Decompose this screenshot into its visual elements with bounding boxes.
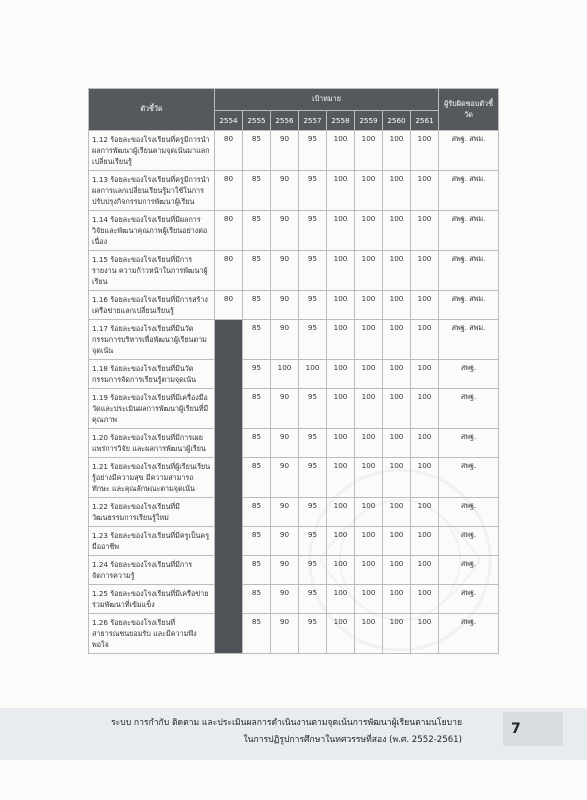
year-header: 2557 xyxy=(299,111,327,131)
target-value-cell: 95 xyxy=(299,429,327,458)
target-value-cell: 100 xyxy=(383,498,411,527)
target-value-cell: 100 xyxy=(411,251,439,291)
target-value-cell: 90 xyxy=(271,614,299,654)
year-header: 2556 xyxy=(271,111,299,131)
target-value-cell: 95 xyxy=(299,527,327,556)
target-value-cell: 100 xyxy=(327,614,355,654)
target-value-cell: 95 xyxy=(299,251,327,291)
responsible-cell: สพฐ. xyxy=(439,389,499,429)
indicator-cell: 1.16 ร้อยละของโรงเรียนที่มีการสร้างเครือข่ายแลกเปลี่ยนเรียนรู้ xyxy=(89,291,215,320)
target-value-cell: 95 xyxy=(299,614,327,654)
target-value-cell: 100 xyxy=(383,131,411,171)
target-value-cell: 90 xyxy=(271,556,299,585)
target-value-cell: 100 xyxy=(327,251,355,291)
target-value-cell: 100 xyxy=(355,291,383,320)
target-value-cell: 100 xyxy=(327,458,355,498)
target-value-cell: 85 xyxy=(243,498,271,527)
target-value-cell: 100 xyxy=(327,131,355,171)
target-value-cell: 80 xyxy=(215,251,243,291)
target-value-cell: 100 xyxy=(355,527,383,556)
target-value-cell: 100 xyxy=(383,527,411,556)
responsible-cell: สพฐ. xyxy=(439,556,499,585)
target-value-cell: 85 xyxy=(243,556,271,585)
target-value-cell: 100 xyxy=(383,251,411,291)
table-row xyxy=(89,320,499,360)
header-indicator: ตัวชี้วัด xyxy=(89,89,215,131)
target-value-cell: 100 xyxy=(411,360,439,389)
target-value-cell: 100 xyxy=(383,389,411,429)
target-value-cell: 80 xyxy=(215,131,243,171)
target-value-cell: 100 xyxy=(355,360,383,389)
target-value-cell: 100 xyxy=(355,211,383,251)
table-row xyxy=(89,585,499,614)
target-value-cell: 90 xyxy=(271,585,299,614)
target-value-cell: 100 xyxy=(383,556,411,585)
target-value-cell: 95 xyxy=(299,585,327,614)
responsible-cell: สพฐ. xyxy=(439,614,499,654)
table-row xyxy=(89,171,499,211)
footer-line-2: ในการปฏิรูปการศึกษาในทศวรรษที่สอง (พ.ศ. 2552-2561) xyxy=(243,735,462,745)
target-value-cell: 100 xyxy=(355,556,383,585)
target-value-cell: 100 xyxy=(411,556,439,585)
responsible-cell: สพฐ. สพม. xyxy=(439,211,499,251)
target-value-cell: 100 xyxy=(383,458,411,498)
indicator-cell: 1.19 ร้อยละของโรงเรียนที่มีเครื่องมือวัดและประเมินผลการพัฒนาผู้เรียนที่มีคุณภาพ xyxy=(89,389,215,429)
target-value-cell: 100 xyxy=(327,556,355,585)
target-value-cell: 85 xyxy=(243,429,271,458)
target-value-cell: 85 xyxy=(243,527,271,556)
year-header: 2555 xyxy=(243,111,271,131)
target-value-cell: 100 xyxy=(411,320,439,360)
indicator-cell: 1.13 ร้อยละของโรงเรียนที่ครูมีการนำผลการแลกเปลี่ยนเรียนรู้มาใช้ในการปรับปรุงกิจกรรมการพัฒนาผู้เรียน xyxy=(89,171,215,211)
target-value-cell: 100 xyxy=(411,429,439,458)
target-value-cell: 80 xyxy=(215,211,243,251)
indicator-cell: 1.25 ร้อยละของโรงเรียนที่มีเครือข่ายร่วมพัฒนาที่เข้มแข็ง xyxy=(89,585,215,614)
indicator-cell: 1.12 ร้อยละของโรงเรียนที่ครูมีการนำผลการพัฒนาผู้เรียนตามจุดเน้นมาแลกเปลี่ยนเรียนรู้ xyxy=(89,131,215,171)
target-value-cell: 100 xyxy=(411,458,439,498)
target-value-cell: 85 xyxy=(243,171,271,211)
footer-caption xyxy=(111,715,462,749)
table-row xyxy=(89,614,499,654)
target-value-cell: 85 xyxy=(243,585,271,614)
target-value-cell: 80 xyxy=(215,171,243,211)
target-value-cell: 100 xyxy=(411,498,439,527)
table-row xyxy=(89,429,499,458)
target-value-cell: 100 xyxy=(411,389,439,429)
target-value-cell: 100 xyxy=(383,360,411,389)
target-value-cell: 100 xyxy=(327,211,355,251)
year-header: 2554 xyxy=(215,111,243,131)
target-value-cell: 100 xyxy=(355,251,383,291)
target-value-cell: 100 xyxy=(383,211,411,251)
target-value-cell: 90 xyxy=(271,211,299,251)
header-responsible: ผู้รับผิดชอบตัวชี้วัด xyxy=(439,89,499,131)
target-value-cell: 100 xyxy=(355,171,383,211)
target-value-cell: 100 xyxy=(327,498,355,527)
target-value-cell: 100 xyxy=(327,171,355,211)
target-value-cell: 90 xyxy=(271,320,299,360)
target-value-cell: 100 xyxy=(355,389,383,429)
table-row xyxy=(89,291,499,320)
responsible-cell: สพฐ. สพม. xyxy=(439,251,499,291)
indicator-cell: 1.14 ร้อยละของโรงเรียนที่มีผลการวิจัยและพัฒนาคุณภาพผู้เรียนอย่างต่อเนื่อง xyxy=(89,211,215,251)
target-value-cell: 95 xyxy=(299,171,327,211)
target-value-cell: 100 xyxy=(383,429,411,458)
year-header: 2560 xyxy=(383,111,411,131)
target-value-cell: 100 xyxy=(355,131,383,171)
target-value-cell: 90 xyxy=(271,251,299,291)
target-value-cell: 95 xyxy=(299,498,327,527)
responsible-cell: สพฐ. สพม. xyxy=(439,131,499,171)
target-value-cell: 85 xyxy=(243,251,271,291)
target-value-cell: 100 xyxy=(327,429,355,458)
year-header: 2561 xyxy=(411,111,439,131)
target-value-cell: 95 xyxy=(299,131,327,171)
responsible-cell: สพฐ. xyxy=(439,360,499,389)
inactive-year-cell xyxy=(215,320,243,654)
table-row xyxy=(89,131,499,171)
target-value-cell: 95 xyxy=(299,320,327,360)
target-value-cell: 90 xyxy=(271,429,299,458)
target-value-cell: 100 xyxy=(355,498,383,527)
target-value-cell: 100 xyxy=(411,527,439,556)
target-value-cell: 95 xyxy=(299,389,327,429)
target-value-cell: 85 xyxy=(243,211,271,251)
target-value-cell: 100 xyxy=(411,131,439,171)
target-value-cell: 85 xyxy=(243,458,271,498)
indicator-cell: 1.18 ร้อยละของโรงเรียนที่มีนวัตกรรมการจัดการเรียนรู้ตามจุดเน้น xyxy=(89,360,215,389)
footer-line-1: ระบบ การกำกับ ติดตาม และประเมินผลการดำเนินงานตามจุดเน้นการพัฒนาผู้เรียนตามนโยบาย xyxy=(111,718,462,728)
target-value-cell: 100 xyxy=(271,360,299,389)
indicator-cell: 1.20 ร้อยละของโรงเรียนที่มีการเผยแพร่การวิจัย และผลการพัฒนาผู้เรียน xyxy=(89,429,215,458)
indicator-cell: 1.22 ร้อยละของโรงเรียนที่มีวัฒนธรรมการเรียนรู้ใหม่ xyxy=(89,498,215,527)
target-value-cell: 100 xyxy=(355,429,383,458)
indicator-cell: 1.21 ร้อยละของโรงเรียนที่ผู้เรียนเรียนรู้อย่างมีความสุข มีความสามารถ ทักษะ และคุณลักษณะตามจุดเน้น xyxy=(89,458,215,498)
target-value-cell: 100 xyxy=(327,585,355,614)
indicator-cell: 1.17 ร้อยละของโรงเรียนที่มีนวัตกรรมการบริหารเพื่อพัฒนาผู้เรียนตามจุดเน้น xyxy=(89,320,215,360)
target-value-cell: 85 xyxy=(243,614,271,654)
indicator-cell: 1.23 ร้อยละของโรงเรียนที่มีครูเป็นครูมืออาชีพ xyxy=(89,527,215,556)
target-value-cell: 90 xyxy=(271,389,299,429)
target-value-cell: 90 xyxy=(271,291,299,320)
year-header: 2559 xyxy=(355,111,383,131)
target-value-cell: 100 xyxy=(327,320,355,360)
target-value-cell: 100 xyxy=(355,458,383,498)
table-row xyxy=(89,360,499,389)
table-row xyxy=(89,527,499,556)
year-header: 2558 xyxy=(327,111,355,131)
target-value-cell: 100 xyxy=(355,585,383,614)
table-row xyxy=(89,389,499,429)
responsible-cell: สพฐ. xyxy=(439,498,499,527)
responsible-cell: สพฐ. xyxy=(439,527,499,556)
responsible-cell: สพฐ. สพม. xyxy=(439,320,499,360)
target-value-cell: 90 xyxy=(271,171,299,211)
table-row xyxy=(89,498,499,527)
target-value-cell: 100 xyxy=(355,614,383,654)
header-target: เป้าหมาย xyxy=(215,89,439,111)
target-value-cell: 90 xyxy=(271,498,299,527)
target-value-cell: 100 xyxy=(327,291,355,320)
indicator-cell: 1.24 ร้อยละของโรงเรียนที่มีการจัดการความรู้ xyxy=(89,556,215,585)
target-value-cell: 95 xyxy=(299,211,327,251)
target-value-cell: 100 xyxy=(411,171,439,211)
target-value-cell: 100 xyxy=(327,360,355,389)
target-value-cell: 100 xyxy=(383,585,411,614)
target-value-cell: 85 xyxy=(243,131,271,171)
indicator-cell: 1.26 ร้อยละของโรงเรียนที่สาธารณชนยอมรับ และมีความพึงพอใจ xyxy=(89,614,215,654)
kpi-table xyxy=(88,88,499,654)
responsible-cell: สพฐ. สพม. xyxy=(439,171,499,211)
page-number: 7 xyxy=(503,712,563,746)
target-value-cell: 95 xyxy=(299,458,327,498)
target-value-cell: 100 xyxy=(411,585,439,614)
target-value-cell: 80 xyxy=(215,291,243,320)
target-value-cell: 100 xyxy=(383,171,411,211)
responsible-cell: สพฐ. xyxy=(439,458,499,498)
responsible-cell: สพฐ. สพม. xyxy=(439,291,499,320)
table-row xyxy=(89,458,499,498)
target-value-cell: 90 xyxy=(271,131,299,171)
indicator-cell: 1.15 ร้อยละของโรงเรียนที่มีการรายงาน ความก้าวหน้าในการพัฒนาผู้เรียน xyxy=(89,251,215,291)
table-row xyxy=(89,556,499,585)
target-value-cell: 90 xyxy=(271,458,299,498)
target-value-cell: 95 xyxy=(243,360,271,389)
target-value-cell: 85 xyxy=(243,389,271,429)
table-row xyxy=(89,251,499,291)
responsible-cell: สพฐ. xyxy=(439,429,499,458)
target-value-cell: 85 xyxy=(243,291,271,320)
target-value-cell: 100 xyxy=(411,291,439,320)
target-value-cell: 100 xyxy=(355,320,383,360)
target-value-cell: 100 xyxy=(411,614,439,654)
target-value-cell: 100 xyxy=(299,360,327,389)
target-value-cell: 100 xyxy=(383,614,411,654)
target-value-cell: 85 xyxy=(243,320,271,360)
target-value-cell: 100 xyxy=(327,389,355,429)
target-value-cell: 100 xyxy=(327,527,355,556)
responsible-cell: สพฐ. xyxy=(439,585,499,614)
target-value-cell: 100 xyxy=(383,320,411,360)
target-value-cell: 100 xyxy=(383,291,411,320)
target-value-cell: 95 xyxy=(299,291,327,320)
table-row xyxy=(89,211,499,251)
target-value-cell: 95 xyxy=(299,556,327,585)
target-value-cell: 100 xyxy=(411,211,439,251)
target-value-cell: 90 xyxy=(271,527,299,556)
